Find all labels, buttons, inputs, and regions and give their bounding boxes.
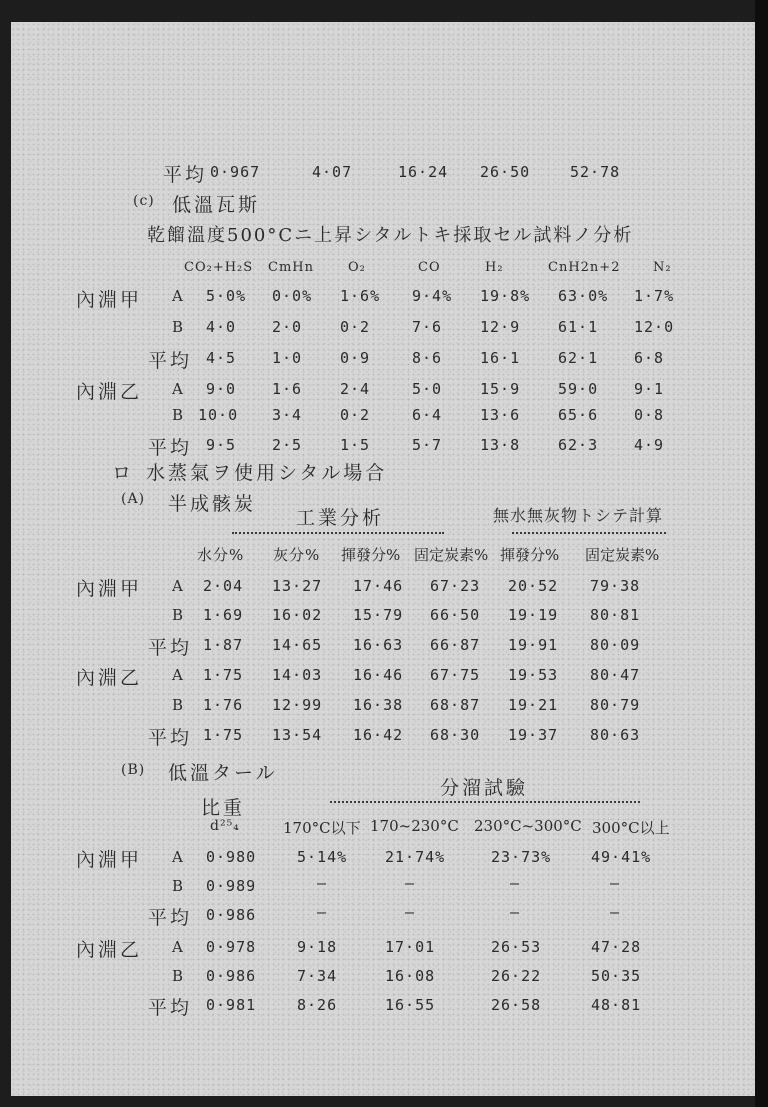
gas-cell: 10·0 [198,406,239,424]
gas-col-header: CO [418,260,441,275]
tar-cell: 50·35 [591,967,642,985]
tar-cell: — [510,903,521,921]
tar-cell: 26·22 [491,967,542,985]
section-c-subtitle: 乾餾溫度500°Cニ上昇シタルトキ採取セル試料ノ分析 [147,225,634,246]
coke-cell: 66·87 [430,636,481,654]
coke-cell: 1·87 [203,636,244,654]
coke-cell: 1·76 [203,696,244,714]
coke-cell: 16·02 [272,606,323,624]
gas-col-header: O₂ [348,260,366,275]
coke-cell: 17·46 [353,577,404,595]
industrial-analysis-title: 工業分析 [296,507,385,529]
coke-cell: 16·42 [353,726,404,744]
ash-free-title: 無水無灰物トシテ計算 [493,506,664,525]
coke-cell: 1·69 [203,606,244,624]
coke-col-header: 固定炭素% [585,546,660,564]
tar-cell: 17·01 [385,938,436,956]
tar-cell: — [405,903,416,921]
specific-gravity-symbol: d²⁵₄ [210,818,240,834]
specific-gravity-label: 比重 [201,797,246,819]
coke-cell: 19·91 [508,636,559,654]
tar-cell: 16·55 [385,996,436,1014]
gas-cell: 0·2 [340,318,371,336]
gas-cell: 2·4 [340,380,371,398]
coke-cell: 2·04 [203,577,244,595]
group-label: 內淵乙 [76,939,143,961]
coke-cell: 67·75 [430,666,481,684]
tar-cell: 26·53 [491,938,542,956]
distillation-title: 分溜試驗 [440,777,529,799]
coke-cell: 1·75 [203,666,244,684]
coke-cell: 20·52 [508,577,559,595]
coke-cell: 19·21 [508,696,559,714]
gas-cell: 13·8 [480,436,521,454]
scan-edge [755,0,768,1107]
gas-cell: 1·5 [340,436,371,454]
gas-cell: 1·6 [272,380,303,398]
sg-cell: 0·978 [206,938,257,956]
tar-cell: 21·74% [385,848,446,866]
group-label: 內淵乙 [76,667,143,689]
top-average-value: 4·07 [312,163,353,181]
sub-a-title: 半成骸炭 [168,493,257,515]
sg-cell: 0·989 [206,877,257,895]
coke-cell: 80·47 [590,666,641,684]
gas-cell: 5·7 [412,436,443,454]
gas-cell: 4·5 [206,349,237,367]
sg-cell: 0·986 [206,906,257,924]
gas-col-header: H₂ [485,260,504,275]
section-ro-mark: ロ [112,462,135,484]
tar-cell: 48·81 [591,996,642,1014]
row-sub-label: B [172,967,185,985]
gas-cell: 9·1 [634,380,665,398]
top-average-label: 平均 [163,164,208,186]
tar-cell: 7·34 [297,967,338,985]
coke-cell: 16·46 [353,666,404,684]
gas-cell: 0·2 [340,406,371,424]
section-c-label: (c) [133,193,155,209]
gas-cell: 62·1 [558,349,599,367]
gas-col-header: CmHn [268,260,314,275]
row-sub-label: 平均 [148,350,193,372]
gas-cell: 4·0 [206,318,237,336]
gas-cell: 59·0 [558,380,599,398]
top-average-value: 52·78 [570,163,621,181]
sub-b-label: (B) [121,762,146,778]
coke-cell: 16·63 [353,636,404,654]
gas-cell: 4·9 [634,436,665,454]
gas-cell: 3·4 [272,406,303,424]
tar-cell: — [610,903,621,921]
coke-cell: 80·79 [590,696,641,714]
gas-cell: 16·1 [480,349,521,367]
gas-col-header: N₂ [653,260,672,275]
gas-cell: 5·0% [206,287,247,305]
coke-col-header: 揮發分% [500,546,560,564]
row-sub-label: 平均 [148,437,193,459]
row-sub-label: B [172,318,185,336]
tar-cell: — [405,874,416,892]
row-sub-label: 平均 [148,907,193,929]
tar-col-header: 170°C以下 [283,819,361,837]
top-average-value: 0·967 [210,163,261,181]
row-sub-label: A [172,380,184,398]
coke-cell: 66·50 [430,606,481,624]
coke-cell: 19·53 [508,666,559,684]
coke-cell: 80·81 [590,606,641,624]
row-sub-label: B [172,606,185,624]
coke-col-header: 固定炭素% [414,546,489,564]
coke-cell: 80·09 [590,636,641,654]
row-sub-label: A [172,848,184,866]
row-sub-label: 平均 [148,637,193,659]
gas-cell: 15·9 [480,380,521,398]
tar-col-header: 230°C~300°C [474,817,582,835]
tar-cell: — [317,874,328,892]
coke-cell: 15·79 [353,606,404,624]
gas-cell: 62·3 [558,436,599,454]
gas-cell: 12·0 [634,318,675,336]
coke-cell: 12·99 [272,696,323,714]
gas-cell: 1·0 [272,349,303,367]
row-sub-label: B [172,406,185,424]
section-c-title: 低溫瓦斯 [172,194,261,216]
gas-cell: 12·9 [480,318,521,336]
group-label: 內淵甲 [76,289,143,311]
section-ro-title: 水蒸氣ヲ使用シタル場合 [146,462,388,484]
tar-col-header: 170~230°C [370,817,459,835]
gas-cell: 0·8 [634,406,665,424]
group-brace [330,801,640,811]
row-sub-label: B [172,877,185,895]
coke-cell: 1·75 [203,726,244,744]
tar-cell: — [317,903,328,921]
coke-cell: 68·87 [430,696,481,714]
group-label: 內淵甲 [76,578,143,600]
gas-cell: 9·5 [206,436,237,454]
row-sub-label: A [172,287,184,305]
tar-cell: 23·73% [491,848,552,866]
gas-cell: 19·8% [480,287,531,305]
gas-cell: 0·0% [272,287,313,305]
gas-cell: 2·5 [272,436,303,454]
tar-cell: 47·28 [591,938,642,956]
gas-cell: 1·7% [634,287,675,305]
gas-cell: 61·1 [558,318,599,336]
tar-cell: 49·41% [591,848,652,866]
group-brace [512,532,666,542]
gas-cell: 9·0 [206,380,237,398]
group-brace [232,532,444,542]
coke-cell: 13·27 [272,577,323,595]
tar-cell: — [510,874,521,892]
gas-col-header: CO₂+H₂S [184,260,254,275]
tar-cell: 9·18 [297,938,338,956]
gas-cell: 2·0 [272,318,303,336]
coke-cell: 79·38 [590,577,641,595]
gas-cell: 5·0 [412,380,443,398]
gas-cell: 65·6 [558,406,599,424]
row-sub-label: B [172,696,185,714]
gas-cell: 9·4% [412,287,453,305]
gas-col-header: CnH2n+2 [548,260,621,275]
gas-cell: 1·6% [340,287,381,305]
group-label: 內淵乙 [76,381,143,403]
gas-cell: 6·8 [634,349,665,367]
sub-b-title: 低溫タール [168,762,278,784]
coke-cell: 67·23 [430,577,481,595]
tar-cell: 26·58 [491,996,542,1014]
coke-cell: 14·03 [272,666,323,684]
row-sub-label: 平均 [148,997,193,1019]
tar-cell: — [610,874,621,892]
row-sub-label: 平均 [148,727,193,749]
coke-cell: 68·30 [430,726,481,744]
gas-cell: 8·6 [412,349,443,367]
row-sub-label: A [172,577,184,595]
coke-cell: 19·37 [508,726,559,744]
coke-col-header: 揮發分% [341,546,401,564]
coke-cell: 14·65 [272,636,323,654]
gas-cell: 63·0% [558,287,609,305]
coke-cell: 19·19 [508,606,559,624]
tar-cell: 16·08 [385,967,436,985]
group-label: 內淵甲 [76,849,143,871]
top-average-value: 16·24 [398,163,449,181]
sg-cell: 0·981 [206,996,257,1014]
coke-cell: 80·63 [590,726,641,744]
sub-a-label: (A) [121,491,146,507]
top-average-value: 26·50 [480,163,531,181]
gas-cell: 0·9 [340,349,371,367]
coke-cell: 16·38 [353,696,404,714]
tar-col-header: 300°C以上 [592,819,670,837]
row-sub-label: A [172,666,184,684]
coke-col-header: 水分% [197,546,245,564]
row-sub-label: A [172,938,184,956]
tar-cell: 8·26 [297,996,338,1014]
gas-cell: 6·4 [412,406,443,424]
tar-cell: 5·14% [297,848,348,866]
coke-cell: 13·54 [272,726,323,744]
sg-cell: 0·980 [206,848,257,866]
coke-col-header: 灰分% [273,546,321,564]
gas-cell: 7·6 [412,318,443,336]
gas-cell: 13·6 [480,406,521,424]
sg-cell: 0·986 [206,967,257,985]
